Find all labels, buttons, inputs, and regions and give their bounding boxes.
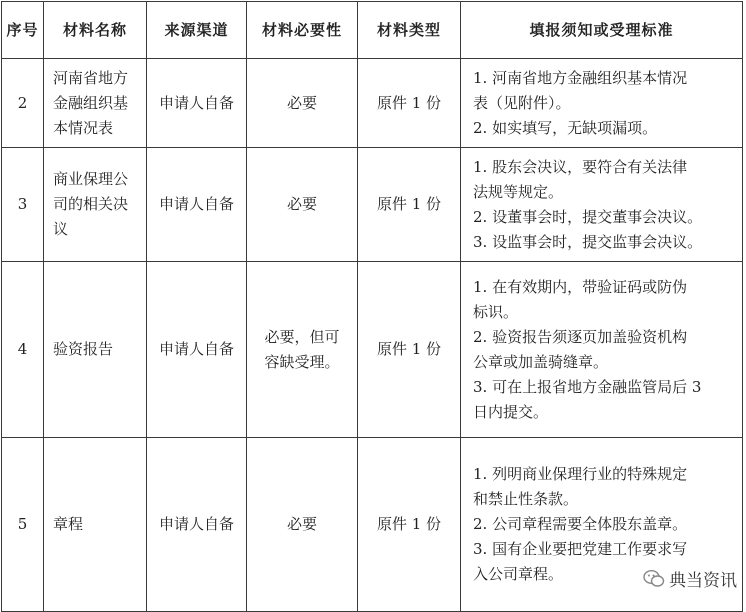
material-type: 原件 1 份 (358, 438, 461, 612)
standard (461, 59, 743, 148)
text-line: 必要 (286, 515, 317, 533)
header-no: 序号 (2, 2, 44, 59)
text-line: 3. 设监事会时，提交监事会决议。 (473, 232, 703, 251)
wechat-icon (643, 569, 665, 589)
source-channel: 申请人自备 (147, 438, 247, 612)
text-line: 1. 股东会决议，要符合有关法律 (473, 157, 688, 176)
text-line: 验资报告 (53, 340, 114, 358)
source-channel: 申请人自备 (147, 59, 247, 148)
text-line: 必要，但可 (264, 327, 340, 346)
necessity (247, 59, 358, 148)
text-line: 1. 河南省地方金融组织基本情况 (473, 68, 688, 87)
material-name (44, 59, 147, 148)
material-name (44, 438, 147, 612)
watermark (640, 566, 740, 591)
text-line: 3. 国有企业要把党建工作要求写 (473, 540, 688, 558)
material-type: 原件 1 份 (358, 262, 461, 438)
text-line: 2. 如实填写，无缺项漏项。 (473, 118, 658, 137)
header-row (2, 2, 743, 59)
text-line: 必要 (286, 195, 317, 213)
table-row (2, 59, 743, 148)
text-line: 商业保理公 (53, 170, 129, 188)
row-number: 5 (2, 438, 44, 612)
source-channel: 申请人自备 (147, 148, 247, 262)
text-line: 2. 验资报告须逐页加盖验资机构 (473, 327, 688, 346)
text-line: 章程 (53, 515, 84, 533)
text-line: 1. 在有效期内，带验证码或防伪 (473, 277, 688, 296)
material-type: 原件 1 份 (358, 148, 461, 262)
text-line: 金融组织基 (53, 93, 129, 112)
text-line: 3. 可在上报省地方金融监管局后 3 (473, 377, 702, 396)
header-necessity: 材料必要性 (247, 2, 358, 59)
necessity (247, 438, 358, 612)
text-line: 必要 (286, 93, 317, 112)
text-line: 表（见附件）。 (473, 93, 571, 112)
text-line: 2. 设董事会时，提交董事会决议。 (473, 207, 703, 226)
header-name: 材料名称 (44, 2, 147, 59)
header-standard: 填报须知或受理标准 (461, 2, 743, 59)
text-line: 容缺受理。 (264, 352, 340, 371)
text-line: 标识。 (473, 302, 519, 321)
row-number: 3 (2, 148, 44, 262)
text-line: 日内提交。 (473, 402, 549, 421)
watermark-text: 典当资讯 (669, 571, 737, 591)
source-channel: 申请人自备 (147, 262, 247, 438)
material-name (44, 148, 147, 262)
material-type: 原件 1 份 (358, 59, 461, 148)
row-number: 2 (2, 59, 44, 148)
header-type: 材料类型 (358, 2, 461, 59)
text-line: 1. 列明商业保理行业的特殊规定 (473, 465, 688, 483)
standard (461, 148, 743, 262)
necessity (247, 262, 358, 438)
text-line: 本情况表 (53, 118, 114, 137)
text-line: 议 (53, 220, 69, 238)
text-line: 司的相关决 (53, 195, 129, 213)
table-row (2, 438, 743, 612)
materials-table (1, 1, 743, 612)
material-name (44, 262, 147, 438)
row-number: 4 (2, 262, 44, 438)
necessity (247, 148, 358, 262)
text-line: 2. 公司章程需要全体股东盖章。 (473, 515, 688, 533)
text-line: 入公司章程。 (473, 565, 564, 583)
text-line: 和禁止性条款。 (473, 490, 579, 508)
standard (461, 262, 743, 438)
table-row (2, 262, 743, 438)
text-line: 公章或加盖骑缝章。 (473, 352, 609, 371)
text-line: 河南省地方 (53, 68, 129, 87)
text-line: 法规等规定。 (473, 182, 564, 201)
table-row (2, 148, 743, 262)
header-source: 来源渠道 (147, 2, 247, 59)
